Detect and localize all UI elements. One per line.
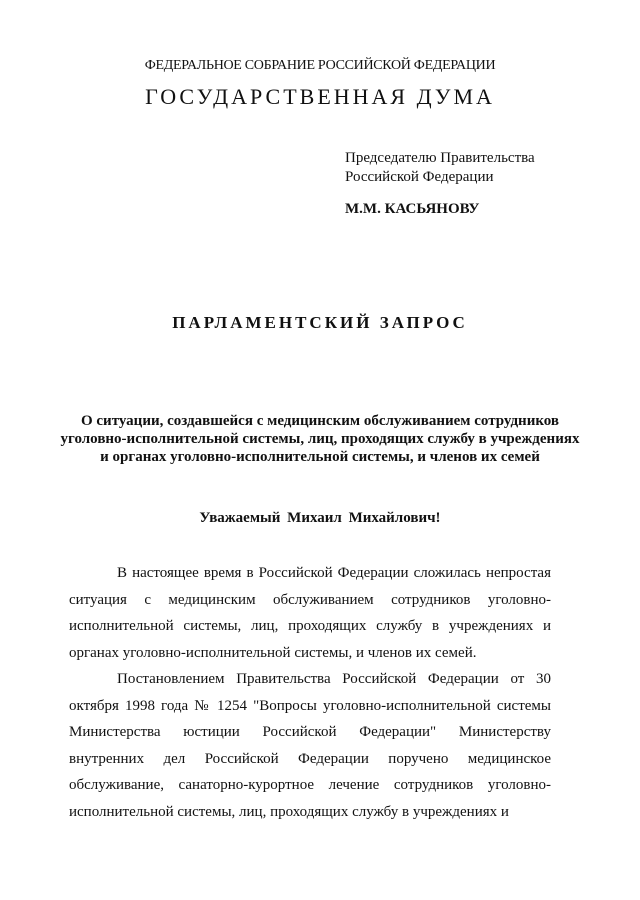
organization-header: ФЕДЕРАЛЬНОЕ СОБРАНИЕ РОССИЙСКОЙ ФЕДЕРАЦИИ bbox=[144, 58, 496, 73]
document-title: ПАРЛАМЕНТСКИЙ ЗАПРОС bbox=[172, 313, 468, 332]
addressee-position-line2: Российской Федерации bbox=[345, 169, 494, 185]
paragraph: В настоящее время в Российской Федерации сложилась непростая ситуация с медицинским обслуживанием сотрудников уголовно-исполнительной системы, лиц, проходящих службу в учреждениях и органах уголовно-исполнительной системы, и членов их семей. bbox=[69, 565, 551, 661]
addressee-block bbox=[345, 149, 535, 187]
addressee-position-line1: Председателю Правительства bbox=[345, 150, 535, 166]
paragraph: Постановлением Правительства Российской Федерации от 30 октября 1998 года № 1254 "Вопросы уголовно-исполнительной системы Министерства юстиции Российской Федерации" Министерству внутренних дел Российской Федерации поручено медицинское обслуживание, санаторно-курортное лечение сотрудников уголовно-исполнительной системы, лиц, проходящих службу в учреждениях и bbox=[69, 671, 551, 820]
document-subject: О ситуации, создавшейся с медицинским обслуживанием сотрудников уголовно-исполнительной системы, лиц, проходящих службу в учреждениях и органах уголовно-исполнительной системы, и членов их семей bbox=[60, 413, 580, 465]
addressee-name: М.М. КАСЬЯНОВУ bbox=[345, 201, 480, 217]
greeting: Уважаемый Михаил Михайлович! bbox=[199, 510, 441, 526]
body-text bbox=[69, 560, 551, 825]
state-duma-header: ГОСУДАРСТВЕННАЯ ДУМА bbox=[145, 84, 495, 109]
